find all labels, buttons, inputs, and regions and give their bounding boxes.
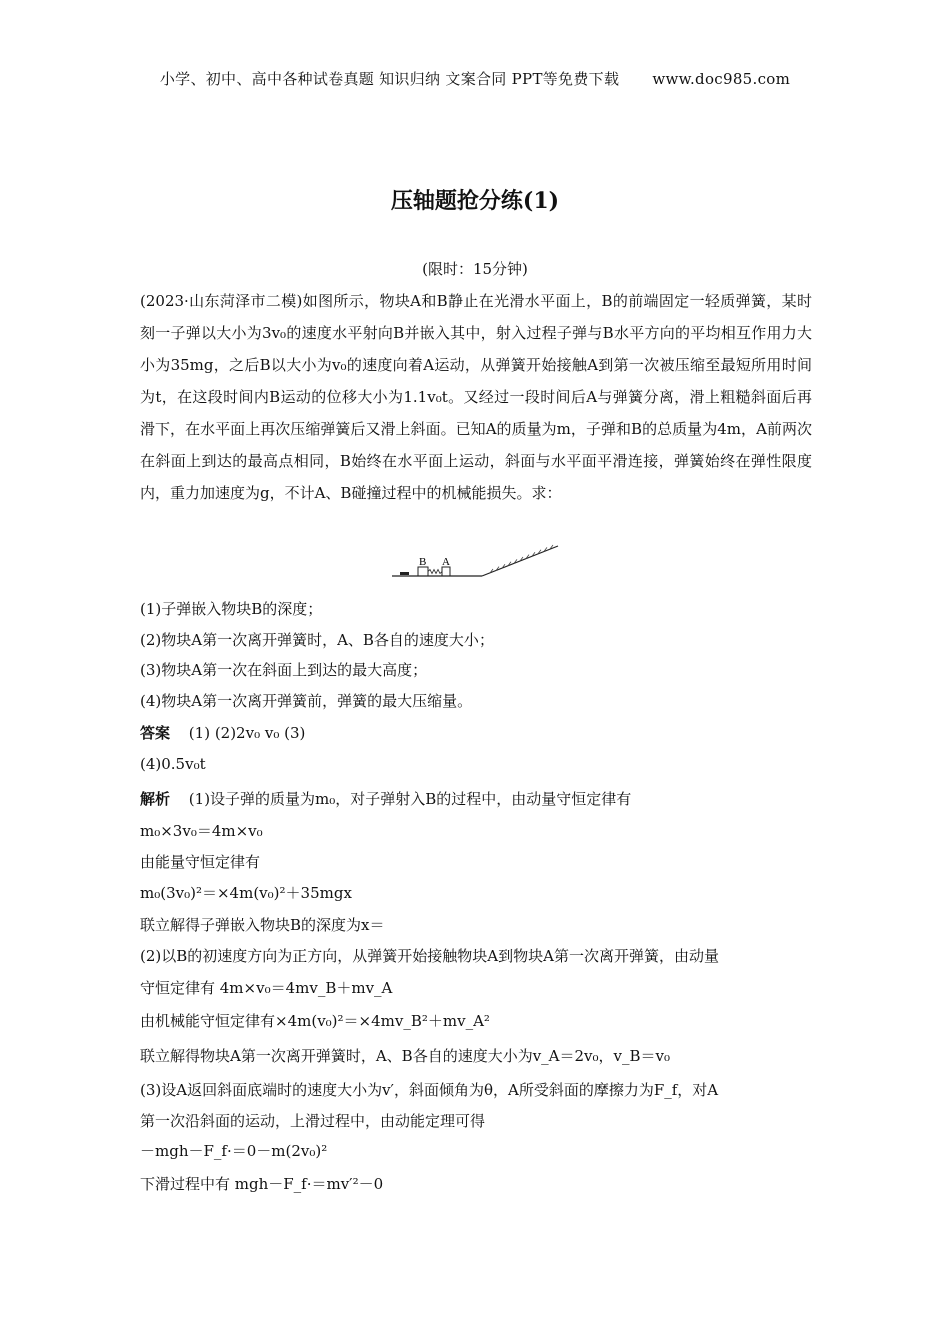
analysis-line-1	[140, 788, 631, 809]
answer-line-1	[140, 722, 305, 743]
analysis-line-10: (3)设A返回斜面底端时的速度大小为v′，斜面倾角为θ，A所受斜面的摩擦力为F_f，对A	[140, 1081, 719, 1099]
page-title: 压轴题抢分练(1)	[390, 188, 560, 214]
analysis-text-1: (1)设子弹的质量为m₀，对子弹射入B的过程中，由动量守恒定律有	[188, 790, 632, 808]
problem-figure	[390, 540, 560, 582]
analysis-line-6: (2)以B的初速度方向为正方向，从弹簧开始接触物块A到物块A第一次离开弹簧，由动量	[140, 947, 719, 965]
problem-text: (2023·山东菏泽市二模)如图所示，物块A和B静止在光滑水平面上，B的前端固定一轻质弹簧，某时刻一子弹以大小为3v₀的速度水平射向B并嵌入其中，射入过程子弹与B水平方向的平均相互作用力大小为35mg，之后B以大小为v₀的速度向着A运动，从弹簧开始接触A到第一次被压缩至最短所用时间为t，在这段时间内B运动的位移大小为1.1v₀t。又经过一段时间后A与弹簧分离，滑上粗糙斜面后再滑下，在水平面上再次压缩弹簧后又滑上斜面。已知A的质量为m，子弹和B的总质量为4m，A前两次在斜面上到达的最高点相同，B始终在水平面上运动，斜面与水平面平滑连接，弹簧始终在弹性限度内，重力加速度为g，不计A、B碰撞过程中的机械能损失。求：	[140, 292, 812, 502]
spring-shape	[428, 570, 442, 574]
label-a: A	[442, 556, 450, 568]
time-limit: (限时：15分钟)	[422, 260, 528, 278]
block-a-shape	[442, 567, 450, 576]
answer-line-2: (4)0.5v₀t	[140, 755, 206, 773]
header-site[interactable]: www.doc985.com	[652, 70, 791, 88]
bullet-shape	[400, 572, 409, 575]
analysis-line-3: 由能量守恒定律有	[140, 853, 261, 871]
analysis-line-13: 下滑过程中有 mgh－F_f·＝mv′²－0	[140, 1175, 384, 1193]
question-1: (1)子弹嵌入物块B的深度；	[140, 600, 323, 618]
analysis-line-11: 第一次沿斜面的运动，上滑过程中，由动能定理可得	[140, 1112, 486, 1130]
question-2: (2)物块A第一次离开弹簧时，A、B各自的速度大小；	[140, 631, 494, 649]
analysis-line-8: 由机械能守恒定律有×4m(v₀)²＝×4mv_B²＋mv_A²	[140, 1012, 490, 1030]
block-b-shape	[418, 567, 428, 576]
header-text: 小学、初中、高中各种试卷真题 知识归纳 文案合同 PPT等免费下载	[159, 70, 620, 88]
analysis-label: 解析	[140, 790, 171, 808]
analysis-line-5: 联立解得子弹嵌入物块B的深度为x＝	[140, 916, 385, 934]
answer-label: 答案	[140, 724, 171, 742]
analysis-line-9: 联立解得物块A第一次离开弹簧时，A、B各自的速度大小为v_A＝2v₀，v_B＝v₀	[140, 1047, 671, 1065]
question-3: (3)物块A第一次在斜面上到达的最大高度；	[140, 661, 428, 679]
analysis-line-7: 守恒定律有 4m×v₀＝4mv_B＋mv_A	[140, 979, 393, 997]
question-4: (4)物块A第一次离开弹簧前，弹簧的最大压缩量。	[140, 692, 473, 710]
answer-text-1: (1) (2)2v₀ v₀ (3)	[188, 724, 306, 742]
page-header	[0, 68, 950, 89]
analysis-line-4: m₀(3v₀)²＝×4m(v₀)²＋35mgx	[140, 884, 352, 902]
analysis-line-2: m₀×3v₀＝4m×v₀	[140, 822, 263, 840]
label-b: B	[419, 556, 427, 568]
analysis-line-12: －mgh－F_f·＝0－m(2v₀)²	[140, 1142, 328, 1160]
